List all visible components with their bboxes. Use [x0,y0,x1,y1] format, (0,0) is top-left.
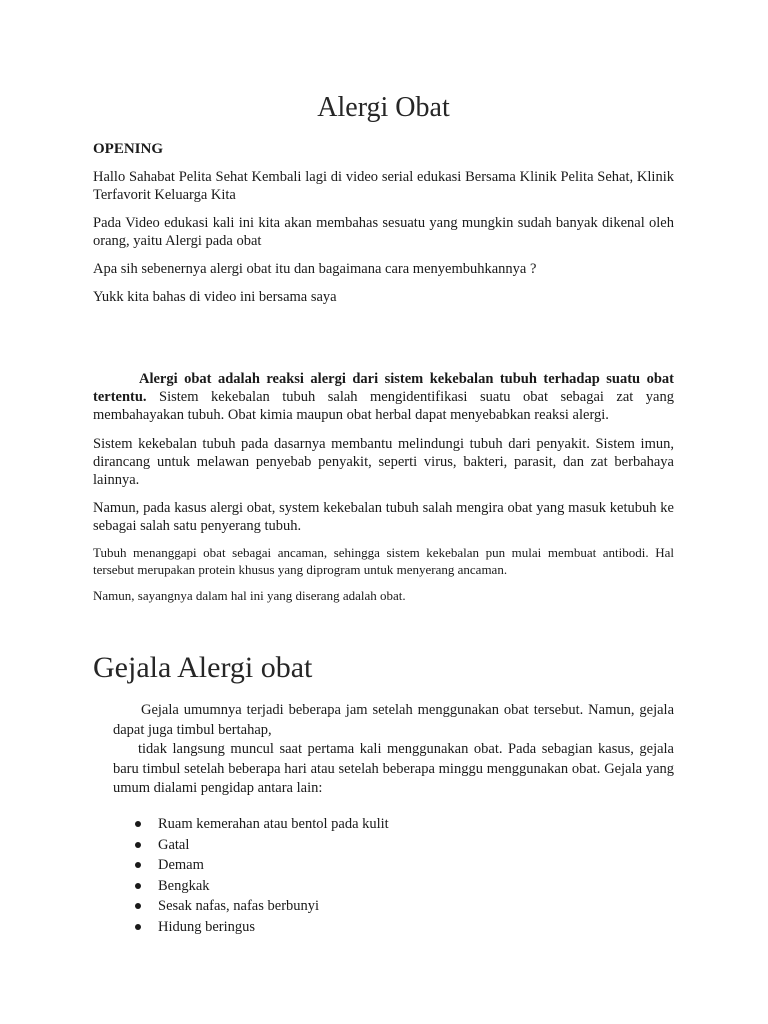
symptoms-paragraph: Gejala umumnya terjadi beberapa jam setelah menggunakan obat tersebut. Namun, gejala dapat juga timbul bertahap, [113,702,674,738]
bullet-icon [135,862,141,868]
body-paragraph: Namun, pada kasus alergi obat, system kekebalan tubuh salah mengira obat yang masuk ketubuh ke sebagai salah satu penyerang tubuh. [93,500,674,534]
list-item-text: Gatal [158,836,190,853]
list-item-text: Ruam kemerahan atau bentol pada kulit [158,816,389,832]
list-item [131,814,389,835]
document-title: Alergi Obat [317,92,450,123]
symptoms-paragraph: tidak langsung muncul saat pertama kali menggunakan obat. Pada sebagian kasus, gejala baru timbul setelah beberapa hari atau setelah beberapa minggu menggunakan obat. Gejala yang umum dialami pengidap antara lain: [113,741,674,796]
small-paragraph: Namun, sayangnya dalam hal ini yang diserang adalah obat. [93,588,406,603]
opening-paragraph: Apa sih sebenernya alergi obat itu dan bagaimana cara menyembuhkannya ? [93,261,537,277]
symptoms-list [131,814,389,937]
opening-paragraph: Hallo Sahabat Pelita Sehat Kembali lagi di video serial edukasi Bersama Klinik Pelita Sehat, Klinik Terfavorit Keluarga Kita [93,169,674,203]
opening-paragraph: Yukk kita bahas di video ini bersama saya [93,289,337,305]
list-item [131,835,389,856]
list-item-text: Demam [158,857,204,873]
list-item-text: Hidung beringus [158,918,256,935]
definition-paragraph [93,370,674,424]
list-item [131,896,389,917]
opening-paragraph: Pada Video edukasi kali ini kita akan membahas sesuatu yang mungkin sudah banyak dikenal oleh orang, yaitu Alergi pada obat [93,215,674,249]
list-item [131,917,389,938]
bullet-icon [135,903,141,909]
bullet-icon [135,842,141,848]
definition-text: Sistem kekebalan tubuh salah mengidentifikasi suatu obat sebagai zat yang membahayakan tubuh. Obat kimia maupun obat herbal dapat menyebabkan reaksi alergi. [93,389,674,423]
small-paragraph: Tubuh menanggapi obat sebagai ancaman, sehingga sistem kekebalan pun mulai membuat antibodi. Hal tersebut merupakan protein khusus yang diprogram untuk menyerang ancaman. [93,545,674,577]
bullet-icon [135,821,141,827]
list-item-text: Bengkak [158,877,210,894]
list-item [131,855,389,876]
bullet-icon [135,883,141,889]
body-paragraph: Sistem kekebalan tubuh pada dasarnya membantu melindungi tubuh dari penyakit. Sistem imun, dirancang untuk melawan penyebab penyakit, seperti virus, bakteri, parasit, dan zat berbahaya lainnya. [93,436,674,488]
definition-bold-text: Alergi obat adalah reaksi alergi dari sistem kekebalan tubuh terhadap suatu obat tertentu. [93,371,674,405]
bullet-icon [135,924,141,930]
list-item-text: Sesak nafas, nafas berbunyi [158,898,320,914]
symptoms-heading: Gejala Alergi obat [93,651,313,684]
list-item [131,876,389,897]
opening-heading: OPENING [93,141,164,157]
